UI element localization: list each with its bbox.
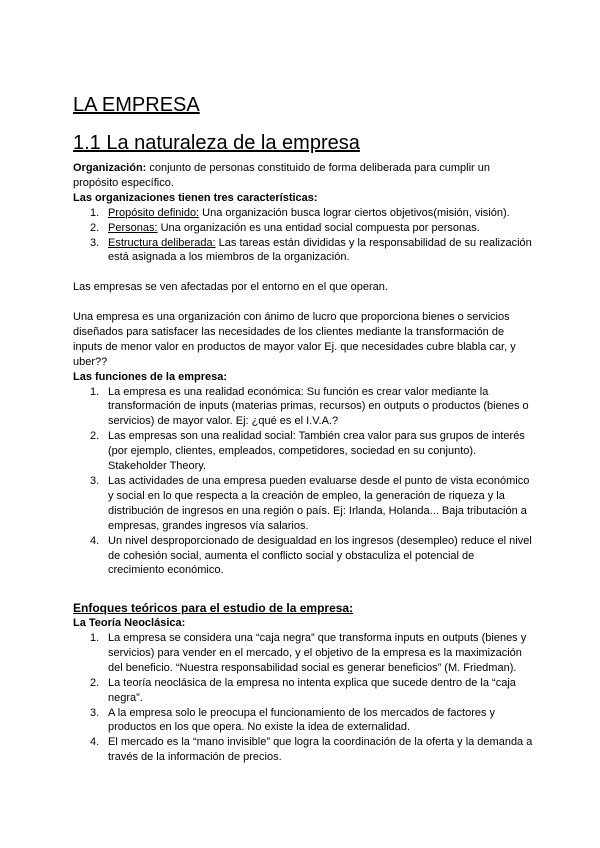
item-text: Una organización es una entidad social compuesta por personas. [157,221,480,234]
item-term: Personas: [108,221,158,234]
caracteristicas-heading: Las organizaciones tienen tres características: [73,191,318,204]
list-item: 3. Las actividades de una empresa pueden evaluarse desde el punto de vista económico y social en lo que respecta a la creación de empleo, la generación de riqueza y la distribución de ingresos en una región o país. Ej: Irlanda, Holanda... Baja tributación a empresas, grandes ingresos vía salarios. [90,475,530,532]
paragraph-definicion-empresa: Una empresa es una organización con ánimo de lucro que proporciona bienes o servicios diseñados para satisfacer las necesidades de los clientes mediante la transformación de inputs de menor valor en productos de mayor valor Ej. que necesidades cubre blabla car, y uber?? [73,311,516,368]
list-item: 1. Propósito definido: Una organización busca lograr ciertos objetivos(misión, visión). [90,206,510,219]
list-item: 1. La empresa es una realidad económica: Su función es crear valor mediante la transformación de inputs (materias primas, recursos) en outputs o productos (bienes o servicios) de mayor valor. Ej: ¿qué es el I.V.A.? [90,385,529,428]
item-text: Una organización busca lograr ciertos objetivos(misión, visión). [199,206,510,219]
list-item: 2. Las empresas son una realidad social: También crea valor para sus grupos de interés (por ejemplo, clientes, empleados, competidores, sociedad en su conjunto). Stakeholder Theory. [90,430,525,473]
list-item: 4. El mercado es la “mano invisible” que logra la coordinación de la oferta y la demanda a través de la información de precios. [90,736,533,764]
organizacion-text: conjunto de personas constituido de forma deliberada para cumplir un propósito específico. [73,162,490,189]
list-item: 1. La empresa se considera una “caja negra” que transforma inputs en outputs (bienes y servicios) para vender en el mercado, y el objetivo de la empresa es la maximización del beneficio. “Nuestra responsabilidad social es generar beneficios” (M. Friedman). [90,632,527,674]
list-item: 3. Estructura deliberada: Las tareas están divididas y la responsabilidad de su realización está asignada a los miembros de la organización. [90,236,532,264]
organizacion-definition [73,161,533,191]
enfoques-heading: Enfoques teóricos para el estudio de la empresa: [73,601,354,616]
document-title: LA EMPRESA [73,94,200,116]
section-title: 1.1 La naturaleza de la empresa [73,132,360,154]
caracteristicas-list [73,206,533,266]
funciones-list [73,385,533,579]
item-term: Estructura deliberada: [108,236,216,249]
enfoques-list [73,631,533,765]
document-page [73,93,533,765]
item-text: Las tareas están divididas y la responsabilidad de su realización está asignada a los miembros de la organización. [108,236,532,264]
list-item: 2. Personas: Una organización es una entidad social compuesta por personas. [90,221,480,234]
list-item: 4. Un nivel desproporcionado de desigualdad en los ingresos (desempleo) reduce el nivel de cohesión social, aumenta el conflicto social y obstaculiza el potencial de crecimiento económico. [90,534,532,577]
paragraph-entorno: Las empresas se ven afectadas por el entorno en el que operan. [73,281,388,294]
organizacion-term: Organización: [73,162,147,174]
funciones-heading: Las funciones de la empresa: [73,370,228,383]
item-term: Propósito definido: [108,206,200,219]
list-item: 2. La teoría neoclásica de la empresa no intenta explica que sucede dentro de la “caja negra”. [90,676,516,704]
list-item: 3. A la empresa solo le preocupa el funcionamiento de los mercados de factores y productos en los que opera. No existe la idea de externalidad. [90,706,496,734]
teoria-neoclasica-heading: La Teoría Neoclásica: [73,617,186,630]
